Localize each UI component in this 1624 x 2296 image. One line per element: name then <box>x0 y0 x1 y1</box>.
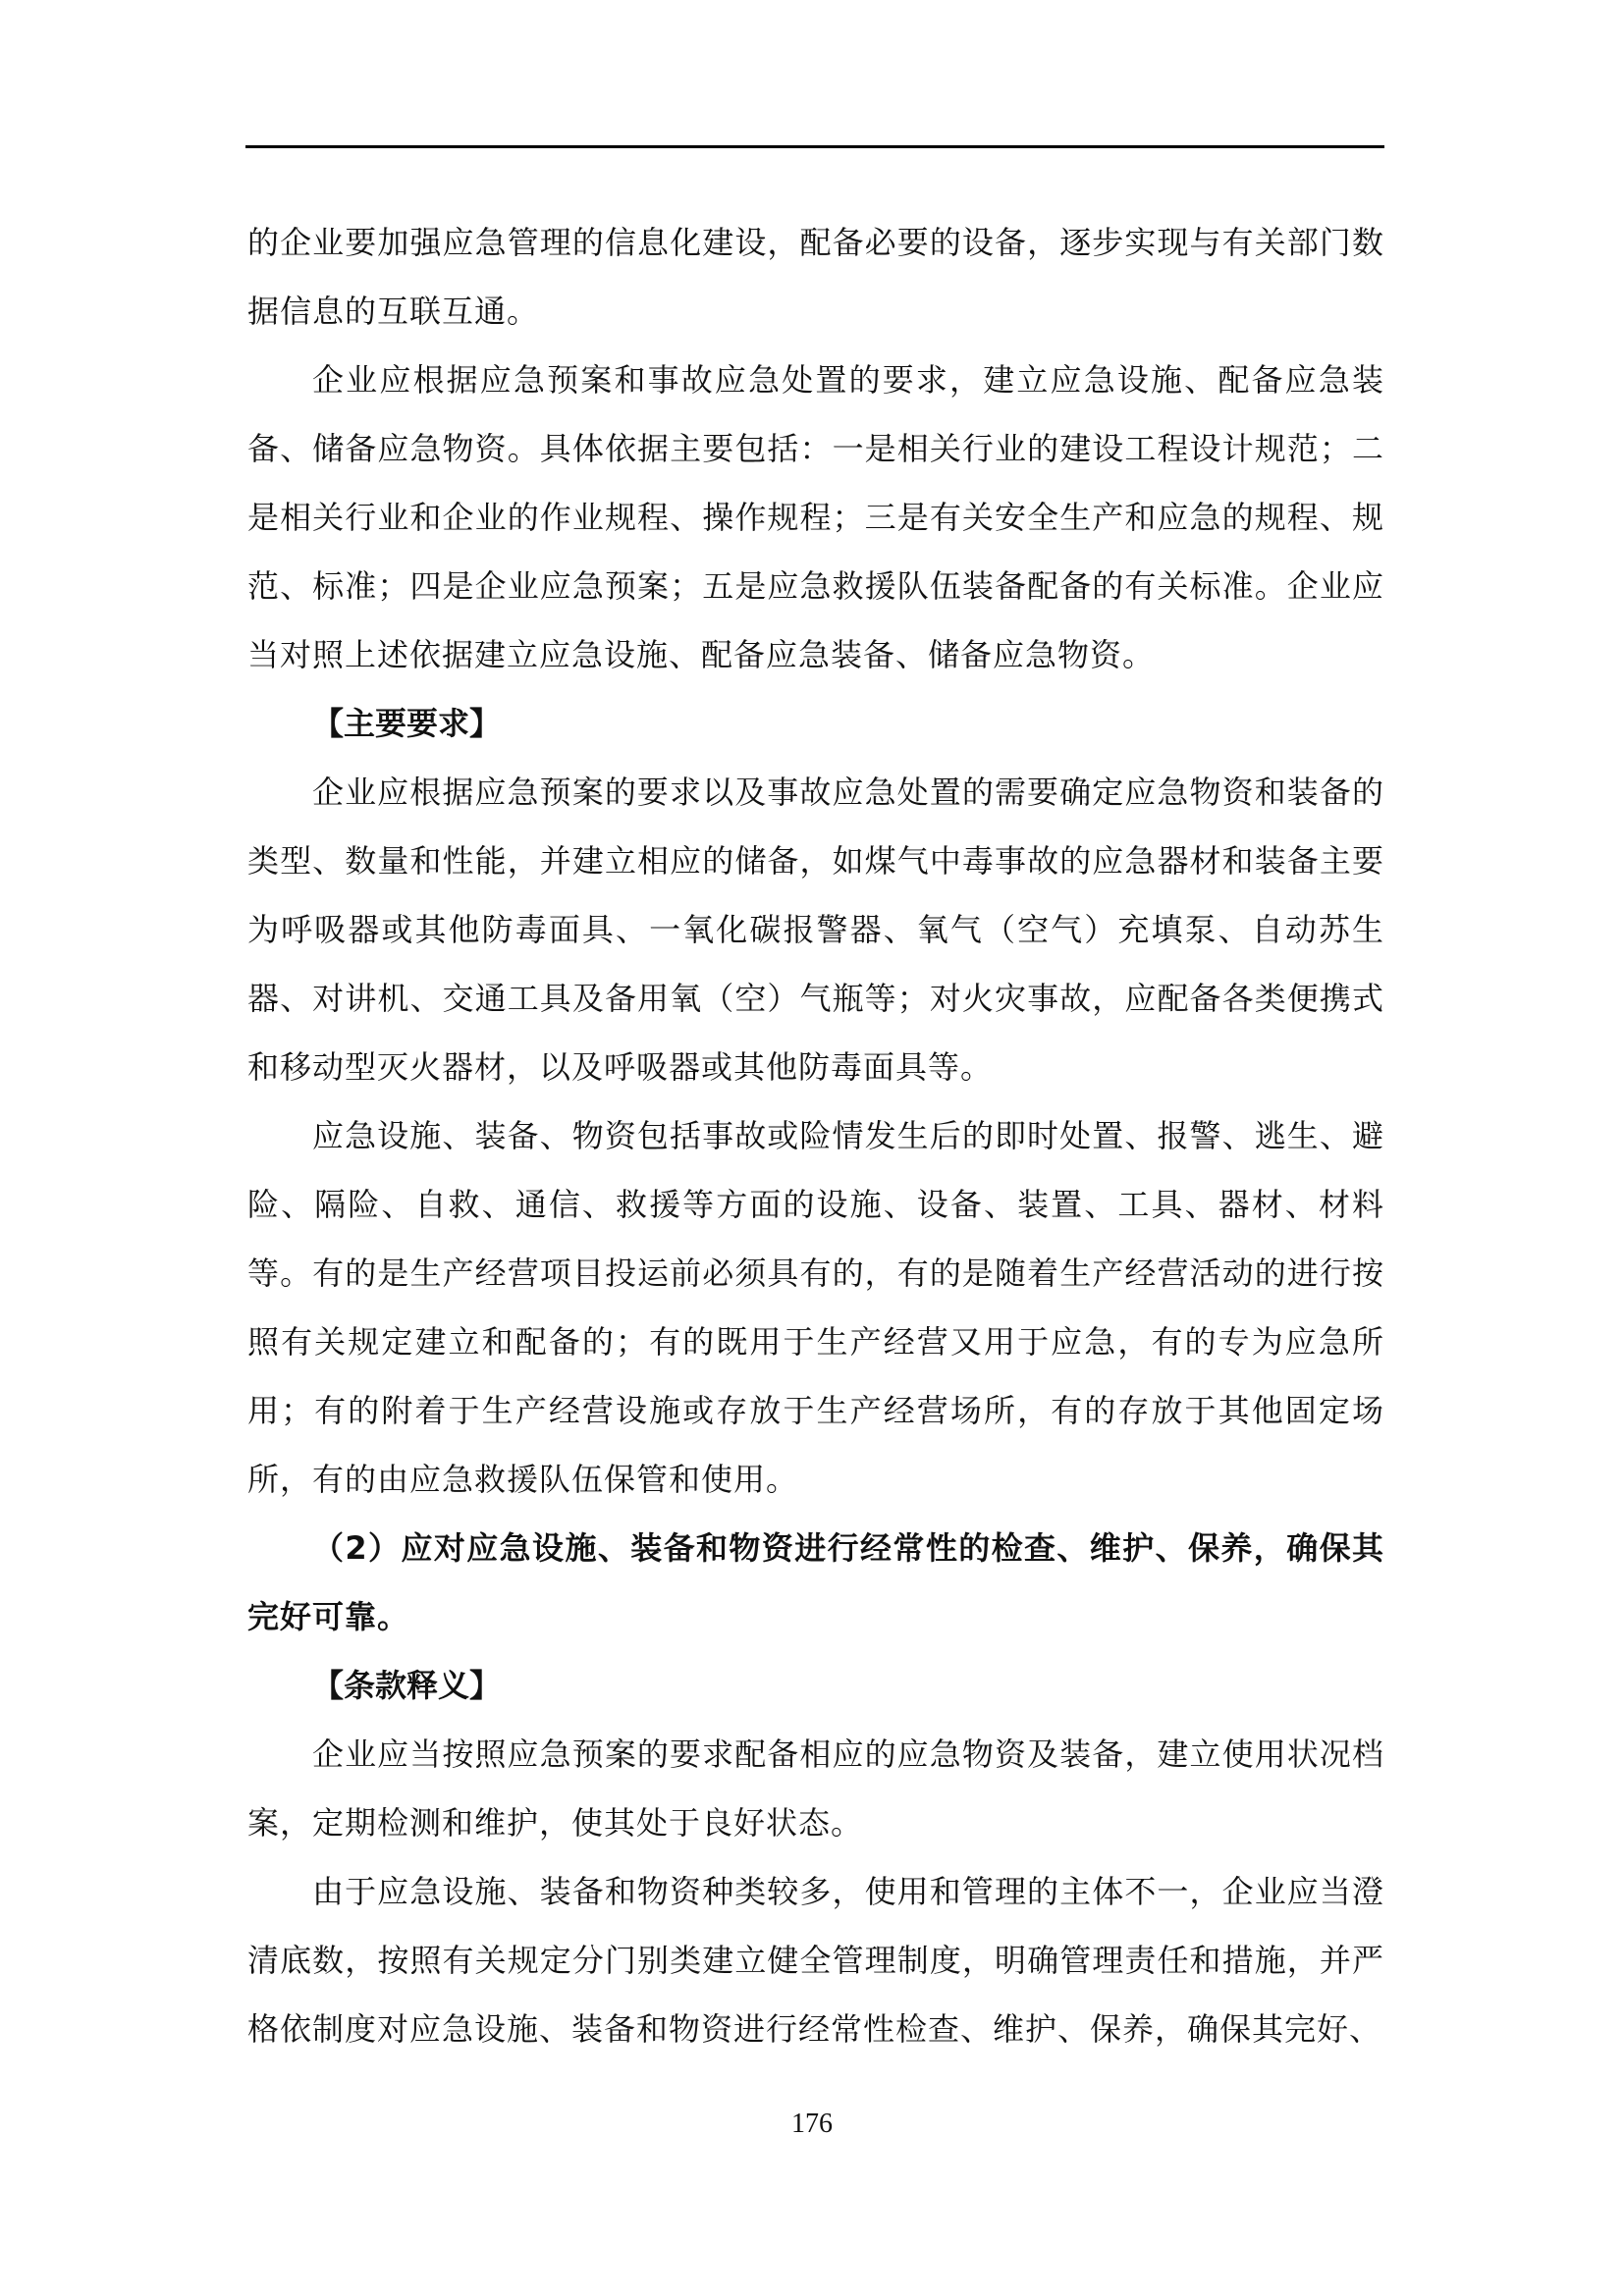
paragraph-requirements: 企业应根据应急预案的要求以及事故应急处置的需要确定应急物资和装备的类型、数量和性能，并建立相应的储备，如煤气中毒事故的应急器材和装备主要为呼吸器或其他防毒面具、一氧化碳报警器、氧气（空气）充填泵、自动苏生器、对讲机、交通工具及备用氧（空）气瓶等；对火灾事故，应配备各类便携式和移动型灭火器材，以及呼吸器或其他防毒面具等。 <box>247 774 1384 1086</box>
section-heading-clause-interpretation: 【条款释义】 <box>312 1667 502 1704</box>
section-heading-main-requirements: 【主要要求】 <box>312 705 502 742</box>
clause-item-2: （2）应对应急设施、装备和物资进行经常性的检查、维护、保养，确保其完好可靠。 <box>247 1529 1384 1635</box>
paragraph-management: 由于应急设施、装备和物资种类较多，使用和管理的主体不一，企业应当澄清底数，按照有关规定分门别类建立健全管理制度，明确管理责任和措施，并严格依制度对应急设施、装备和物资进行经常性检查、维护、保养，确保其完好、 <box>247 1873 1384 2048</box>
page-number: 176 <box>791 2109 833 2139</box>
paragraph-continuation: 的企业要加强应急管理的信息化建设，配备必要的设备，逐步实现与有关部门数据信息的互联互通。 <box>247 224 1384 330</box>
header-rule <box>245 145 1384 148</box>
page-body <box>247 208 1384 2063</box>
paragraph-basis: 企业应根据应急预案和事故应急处置的要求，建立应急设施、配备应急装备、储备应急物资。具体依据主要包括：一是相关行业的建设工程设计规范；二是相关行业和企业的作业规程、操作规程；三是有关安全生产和应急的规程、规范、标准；四是企业应急预案；五是应急救援队伍装备配备的有关标准。企业应当对照上述依据建立应急设施、配备应急装备、储备应急物资。 <box>247 361 1384 673</box>
paragraph-facilities: 应急设施、装备、物资包括事故或险情发生后的即时处置、报警、逃生、避险、隔险、自救、通信、救援等方面的设施、设备、装置、工具、器材、材料等。有的是生产经营项目投运前必须具有的，有的是随着生产经营活动的进行按照有关规定建立和配备的；有的既用于生产经营又用于应急，有的专为应急所用；有的附着于生产经营设施或存放于生产经营场所，有的存放于其他固定场所，有的由应急救援队伍保管和使用。 <box>247 1117 1384 1498</box>
paragraph-interpretation: 企业应当按照应急预案的要求配备相应的应急物资及装备，建立使用状况档案，定期检测和维护，使其处于良好状态。 <box>247 1735 1384 1842</box>
